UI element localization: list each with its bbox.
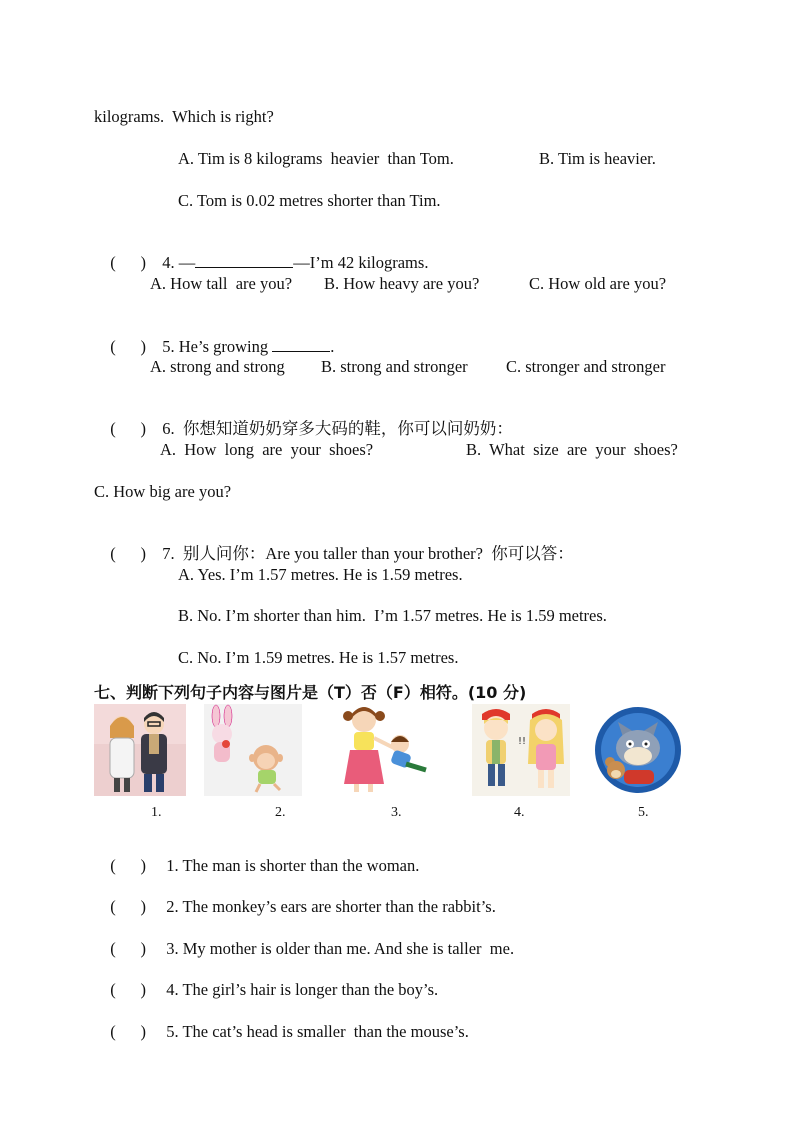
item-text: 1. The man is shorter than the woman. bbox=[166, 856, 420, 875]
section7-item-2 bbox=[102, 877, 496, 917]
picture-man-woman bbox=[94, 704, 186, 796]
answer-paren[interactable]: ( ) bbox=[110, 544, 146, 563]
q6-option-a: A. How long are your shoes? bbox=[160, 440, 374, 459]
picture-mother-child bbox=[332, 704, 432, 796]
item-text: 4. The girl’s hair is longer than the boy’s. bbox=[166, 980, 439, 999]
picture-number-1: 1. bbox=[151, 805, 162, 820]
item-text: 2. The monkey’s ears are shorter than the rabbit’s. bbox=[166, 897, 496, 916]
q3-continuation: kilograms. Which is right? bbox=[94, 107, 274, 126]
q5-line bbox=[102, 316, 334, 357]
answer-paren[interactable]: ( ) bbox=[110, 980, 146, 999]
q7-option-c: C. No. I’m 1.59 metres. He is 1.57 metres. bbox=[178, 648, 459, 667]
q3-option-b: B. Tim is heavier. bbox=[539, 149, 656, 168]
q7-text: 7. 别人问你：Are you taller than your brother? 你可以答： bbox=[162, 544, 574, 563]
q6-text: 6. 你想知道奶奶穿多大码的鞋，你可以问奶奶： bbox=[162, 419, 513, 438]
q5-period: . bbox=[330, 337, 335, 356]
section7-item-3 bbox=[102, 919, 514, 959]
picture-number-3: 3. bbox=[391, 805, 402, 820]
q4-number: 4. — bbox=[162, 253, 196, 272]
picture-rabbit-monkey bbox=[204, 704, 302, 796]
q4-line bbox=[102, 232, 428, 273]
section7-item-4 bbox=[102, 960, 438, 1000]
q4-option-b: B. How heavy are you? bbox=[324, 274, 480, 293]
q5-option-a: A. strong and strong bbox=[150, 357, 285, 376]
q5-option-c: C. stronger and stronger bbox=[506, 357, 666, 376]
answer-paren[interactable]: ( ) bbox=[110, 856, 146, 875]
answer-paren[interactable]: ( ) bbox=[110, 1022, 146, 1041]
picture-number-4: 4. bbox=[514, 805, 525, 820]
q7-option-a: A. Yes. I’m 1.57 metres. He is 1.59 metres. bbox=[178, 565, 463, 584]
q6-option-c: C. How big are you? bbox=[94, 482, 232, 501]
item-text: 3. My mother is older than me. And she is taller me. bbox=[166, 939, 515, 958]
item-text: 5. The cat’s head is smaller than the mouse’s. bbox=[166, 1022, 469, 1041]
q6-line bbox=[102, 399, 513, 439]
picture-cat-mouse bbox=[594, 704, 684, 796]
section7-item-1 bbox=[102, 836, 419, 876]
answer-paren[interactable]: ( ) bbox=[110, 897, 146, 916]
picture-number-2: 2. bbox=[275, 805, 286, 820]
answer-paren[interactable]: ( ) bbox=[110, 253, 146, 272]
q6-option-b: B. What size are your shoes? bbox=[466, 440, 678, 459]
answer-paren[interactable]: ( ) bbox=[110, 939, 146, 958]
q5-text: 5. He’s growing bbox=[162, 337, 273, 356]
q4-option-c: C. How old are you? bbox=[529, 274, 667, 293]
svg-text:!!: !! bbox=[518, 736, 527, 747]
q7-line bbox=[102, 524, 574, 564]
section-7-title: 七、判断下列句子内容与图片是（T）否（F）相符。(10 分) bbox=[94, 683, 527, 702]
q5-option-b: B. strong and stronger bbox=[321, 357, 468, 376]
q3-option-c: C. Tom is 0.02 metres shorter than Tim. bbox=[178, 191, 441, 210]
q4-answer-text: —I’m 42 kilograms. bbox=[293, 253, 429, 272]
answer-paren[interactable]: ( ) bbox=[110, 419, 146, 438]
q4-option-a: A. How tall are you? bbox=[150, 274, 293, 293]
picture-number-5: 5. bbox=[638, 805, 649, 820]
q3-option-a: A. Tim is 8 kilograms heavier than Tom. bbox=[178, 149, 454, 168]
q5-blank[interactable] bbox=[272, 336, 330, 352]
picture-boy-girl bbox=[472, 704, 570, 796]
section7-item-5 bbox=[102, 1002, 469, 1042]
q7-option-b: B. No. I’m shorter than him. I’m 1.57 metres. He is 1.59 metres. bbox=[178, 606, 607, 625]
answer-paren[interactable]: ( ) bbox=[110, 337, 146, 356]
q4-blank[interactable] bbox=[195, 252, 293, 268]
